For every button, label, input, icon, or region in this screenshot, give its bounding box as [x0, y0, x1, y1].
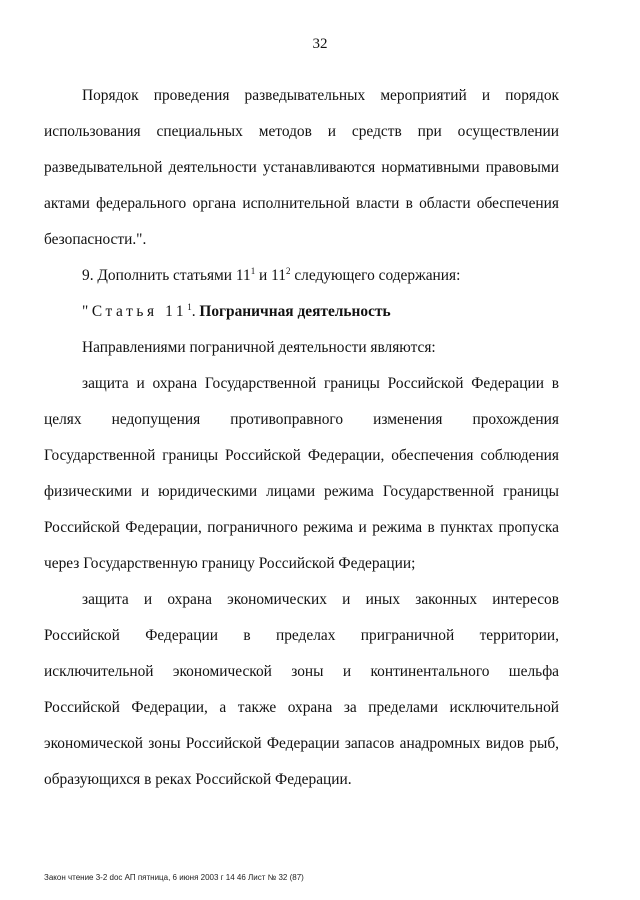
article-superscript: 1 [187, 301, 192, 312]
amendment-text-prefix: 9. Дополнить статьями 11 [82, 267, 251, 284]
amendment-text-mid: и 11 [255, 267, 286, 284]
paragraph-economic-interests: защита и охрана экономических и иных законных интересов Российской Федерации в пределах приграничной территории, исключительной экономической зоны и континентального шельфа Российской Федерации, а также охрана за пределами исключительной экономической зоны Российской Федерации запасов анадромных видов рыб, образующихся в реках Российской Федерации. [44, 591, 559, 788]
paragraph-intelligence-order: Порядок проведения разведывательных мероприятий и порядок использования специальных методов и средств при осуществлении разведывательной деятельности устанавливаются нормативными правовыми актами федерального органа исполнительной власти в области обеспечения безопасности.". [44, 87, 559, 248]
superscript-1: 1 [250, 265, 256, 276]
article-dot: . [191, 303, 200, 320]
amendment-text-suffix: следующего содержания: [290, 267, 461, 284]
article-word: "Статья 11 [82, 303, 188, 320]
page-number: 32 [312, 36, 328, 52]
article-title: Пограничная деятельность [199, 303, 391, 320]
superscript-2: 2 [285, 265, 291, 276]
paragraph-border-protection: защита и охрана Государственной границы Российской Федерации в целях недопущения противоправного изменения прохождения Государственной границы Российской Федерации, обеспечения соблюдения физическими и юридическими лицами режима Государственной границы Российской Федерации, пограничного режима и режима в пунктах пропуска через Государственную границу Российской Федерации; [44, 375, 559, 572]
paragraph-amendment-9 [44, 258, 559, 294]
paragraph-directions-intro: Направлениями пограничной деятельности являются: [82, 339, 436, 356]
document-body [44, 78, 559, 798]
article-heading [44, 294, 559, 330]
document-footer: Закон чтение 3-2 doc АП пятница, 6 июня 2003 г 14 46 Лист № 32 (87) [44, 873, 304, 882]
